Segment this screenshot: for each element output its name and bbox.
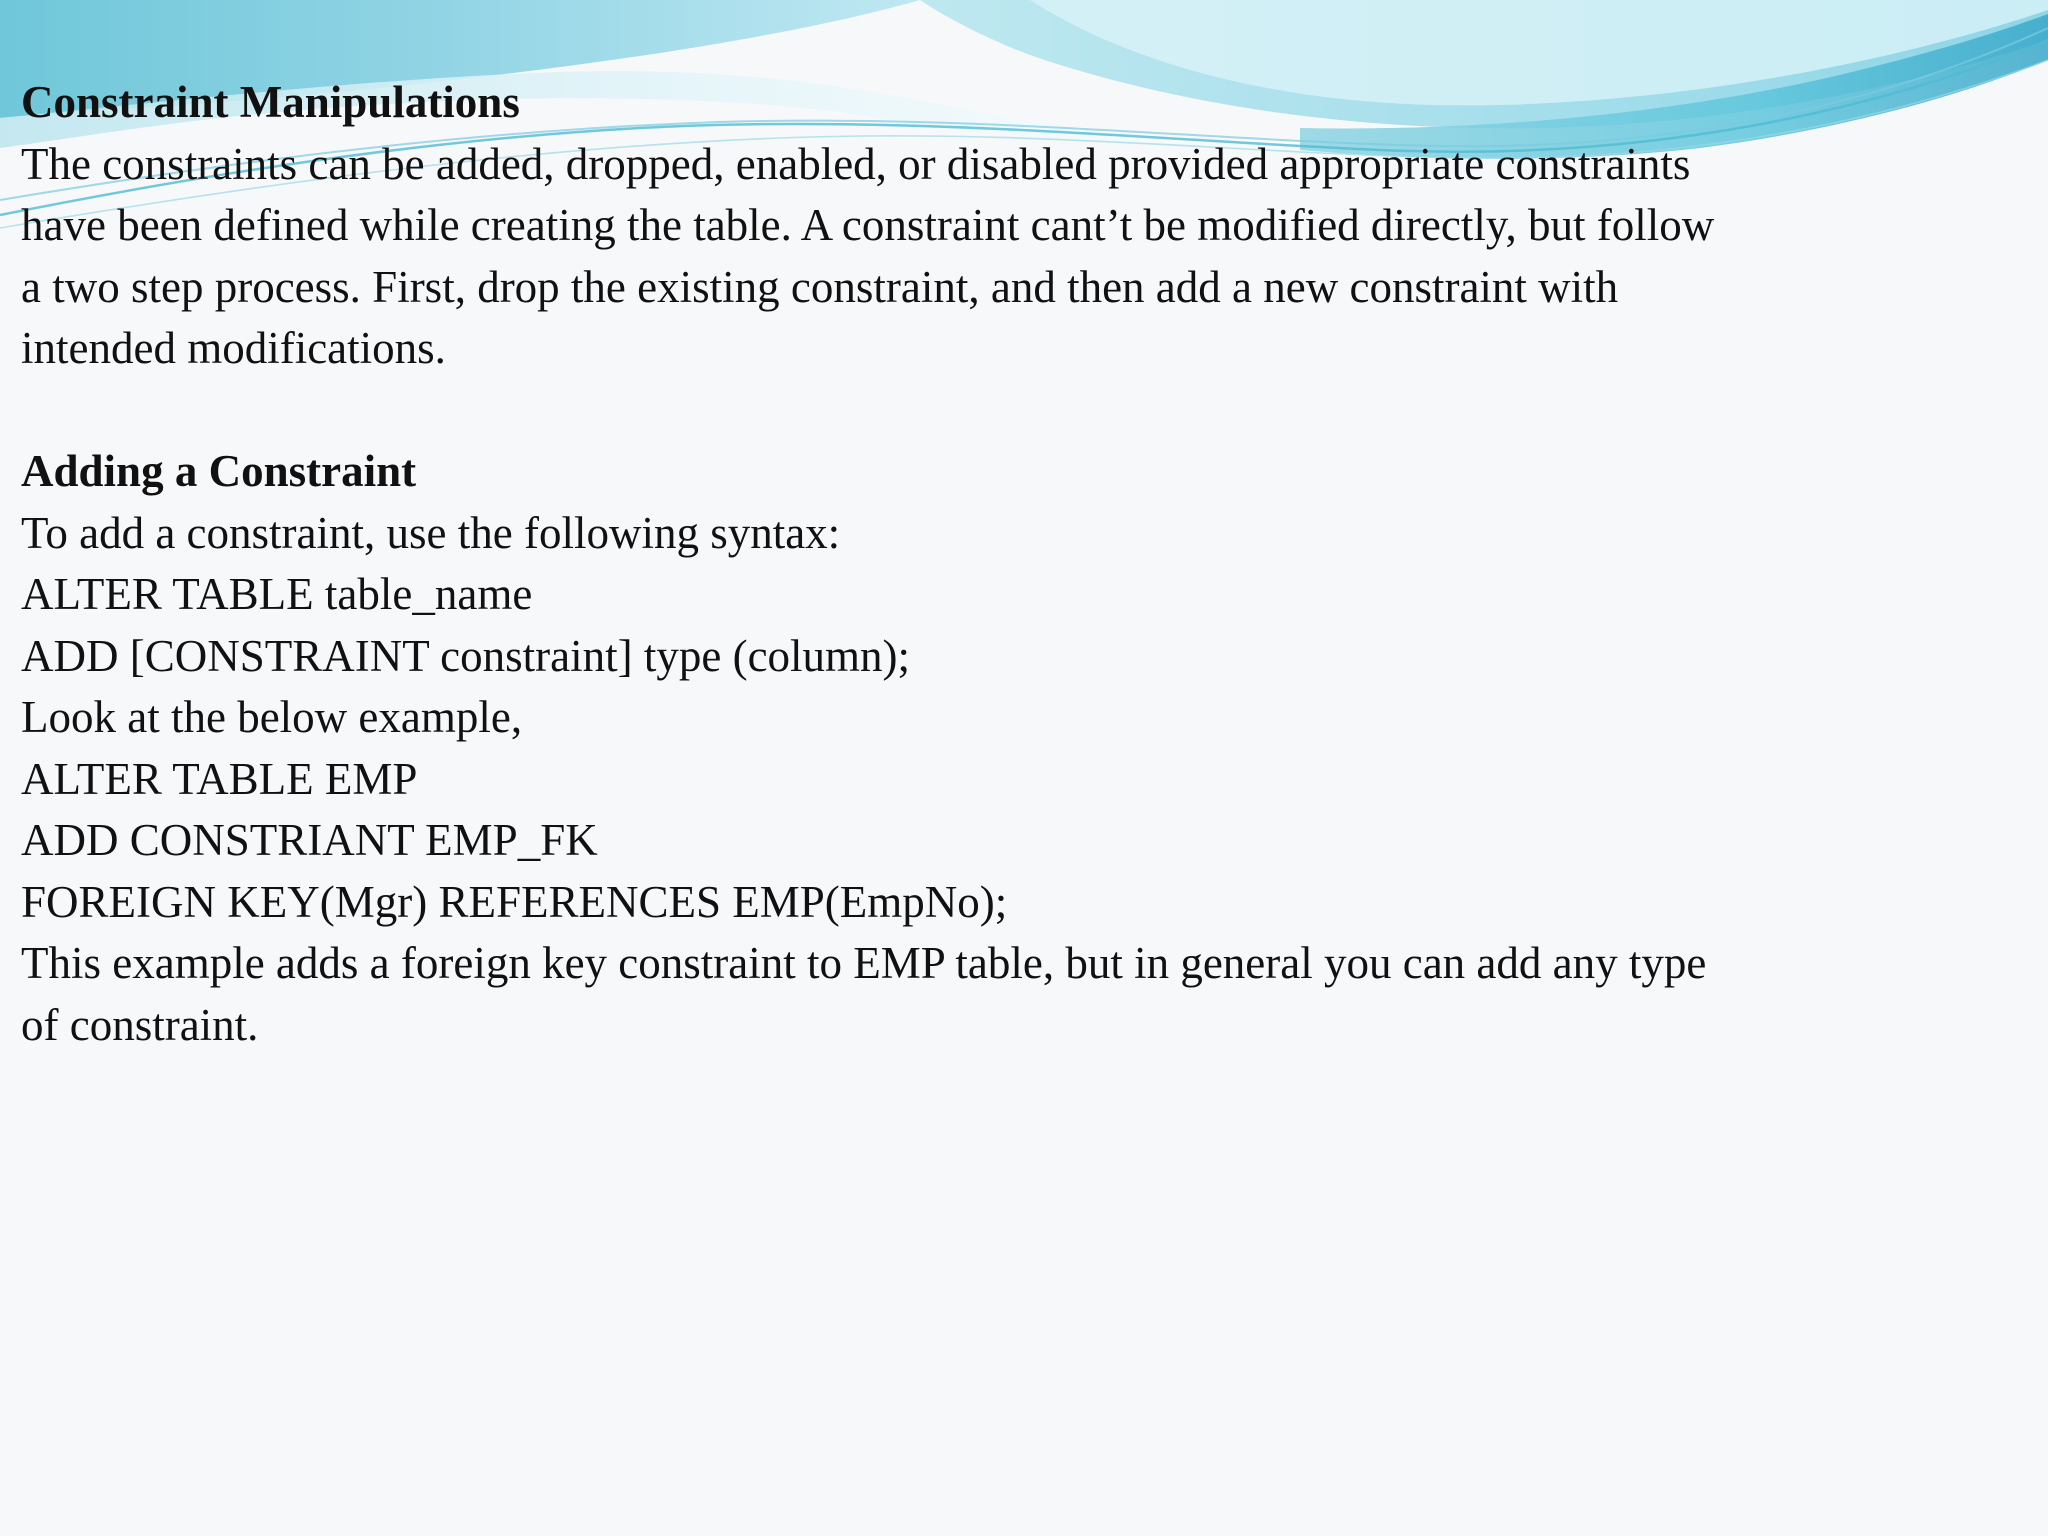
example-line: FOREIGN KEY(Mgr) REFERENCES EMP(EmpNo);	[21, 876, 1008, 927]
blank-line	[21, 380, 2011, 442]
paragraph-line: intended modifications.	[21, 323, 446, 373]
section-heading-adding-a-constraint: Adding a Constraint	[21, 446, 417, 496]
paragraph-line: a two step process. First, drop the existing constraint, and then add a new constraint with	[21, 261, 1619, 312]
example-line: ALTER TABLE EMP	[21, 753, 418, 804]
example-line: ADD CONSTRIANT EMP_FK	[21, 815, 598, 865]
paragraph-line: have been defined while creating the table. A constraint cant’t be modified directly, but follow	[21, 200, 1715, 250]
syntax-intro: To add a constraint, use the following syntax:	[21, 507, 841, 558]
example-intro: Look at the below example,	[21, 692, 523, 742]
syntax-line: ALTER TABLE table_name	[21, 569, 533, 619]
paragraph-line: The constraints can be added, dropped, enabled, or disabled provided appropriate constraints	[21, 138, 1691, 189]
closing-line: of constraint.	[21, 999, 259, 1050]
closing-line: This example adds a foreign key constraint to EMP table, but in general you can add any type	[21, 938, 1707, 988]
section-heading-constraint-manipulations: Constraint Manipulations	[21, 77, 520, 127]
syntax-line: ADD [CONSTRAINT constraint] type (column);	[21, 630, 911, 681]
slide-content	[21, 72, 2011, 1056]
